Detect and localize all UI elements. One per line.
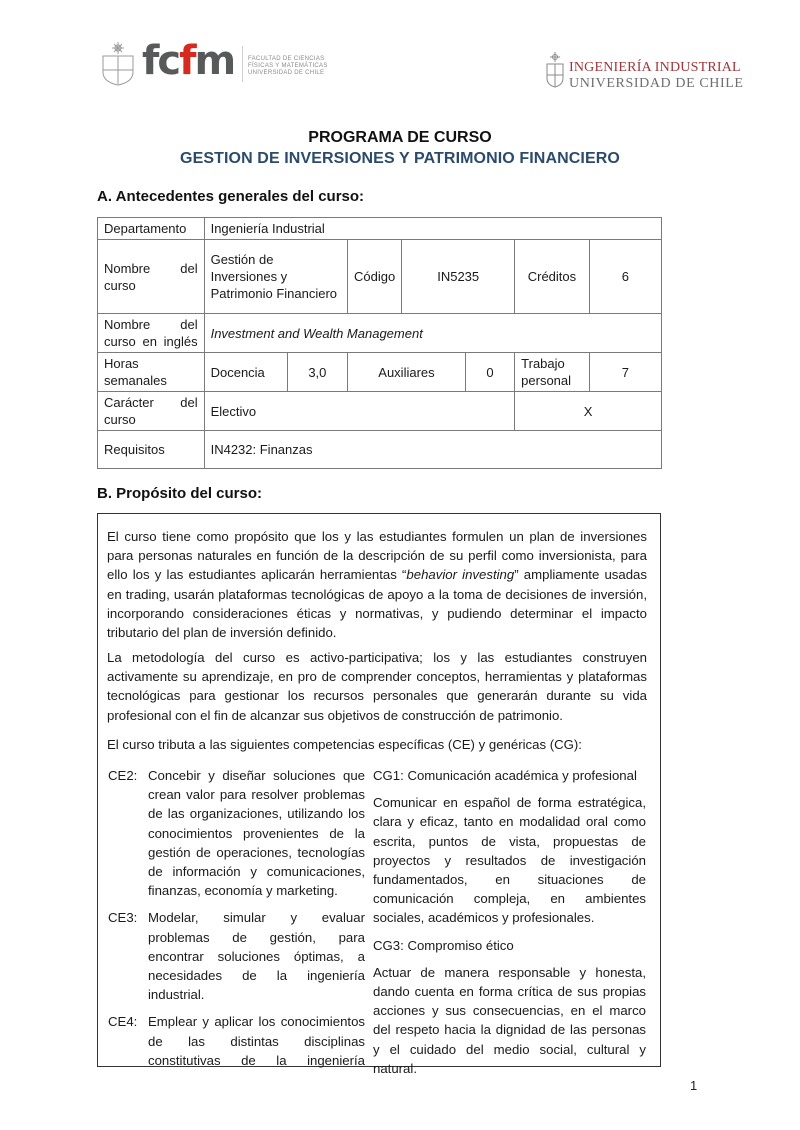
- codigo-label: Código: [348, 240, 402, 314]
- cg-text: Comunicar en español de forma estratégica, clara y eficaz, tanto en modalidad oral como escrita, puntos de vista, propuestas de proyectos y resultados de investigación fundamentados, en situaciones de comunicación compleja, en ambientes sociales, académicos y profesionales.: [373, 795, 646, 926]
- purpose-paragraph-3: El curso tributa a las siguientes competencias específicas (CE) y genéricas (CG):: [107, 737, 582, 752]
- requisitos-label: Requisitos: [98, 431, 205, 469]
- section-a-heading: A. Antecedentes generales del curso:: [97, 188, 365, 205]
- nombre-ingles-label: Nombre del curso en inglés: [98, 314, 205, 353]
- trabajo-personal-value: 7: [589, 353, 661, 392]
- creditos-value: 6: [589, 240, 661, 314]
- ce-code: CE2:: [108, 768, 138, 783]
- docencia-label: Docencia: [204, 353, 287, 392]
- departamento-value: Ingeniería Industrial: [204, 218, 661, 240]
- auxiliares-value: 0: [465, 353, 514, 392]
- nombre-curso-value: Gestión de Inversiones y Patrimonio Financiero: [204, 240, 347, 314]
- caracter-mark: X: [515, 392, 662, 431]
- codigo-value: IN5235: [402, 240, 515, 314]
- creditos-label: Créditos: [515, 240, 590, 314]
- university-shield-icon: [545, 52, 565, 88]
- docencia-value: 3,0: [287, 353, 347, 392]
- course-info-table: [97, 217, 662, 469]
- para1-text: ” ampliamente usadas en trading, usarán plataformas tecnológicas de apoyo a la toma de decisiones de inversión, incorporando consideraciones éticas y normativas, y pudiendo determinar el impacto tributario del plan de inversión definido.: [107, 567, 647, 641]
- trabajo-personal-label: Trabajo personal: [515, 353, 590, 392]
- purpose-paragraph-2: La metodología del curso es activo-participativa; los y las estudiantes construyen activamente su aprendizaje, en pro de comprender conceptos, herramientas y plataformas tecnológicas para gestionar los recursos personales que generarán durante su vida profesional con el fin de alcanzar sus objetivos de construcción de patrimonio.: [107, 650, 647, 723]
- ce-text: Emplear y aplicar los conocimientos de las distintas disciplinas constitutivas de la ingeniería: [148, 1014, 365, 1068]
- logo-divider: [242, 46, 243, 82]
- ce-code: CE3:: [108, 910, 138, 926]
- ii-logo-line2: UNIVERSIDAD DE CHILE: [569, 76, 744, 91]
- table-row: [98, 392, 662, 431]
- fcfm-subtitle-line: FACULTAD DE CIENCIAS: [248, 56, 325, 62]
- caracter-value: Electivo: [204, 392, 515, 431]
- cg-text: Actuar de manera responsable y honesta, dando cuenta en forma crítica de sus propias acciones y sus consecuencias, en el marco del respeto hacia la dignidad de las personas y el cuidado del medio social, cultural y natural.: [373, 964, 646, 1076]
- cg-title: CG3: Compromiso ético: [373, 937, 514, 953]
- ce-item: [108, 766, 365, 900]
- fcfm-wordmark: fcfm: [142, 38, 235, 84]
- ce-item: [108, 1012, 365, 1070]
- departamento-label: Departamento: [98, 218, 205, 240]
- fcfm-logo: [100, 36, 328, 96]
- ce-code: CE4:: [108, 1014, 138, 1030]
- table-row: [98, 218, 662, 240]
- fcfm-subtitle-line: FÍSICAS Y MATEMÁTICAS: [248, 63, 328, 69]
- ingenieria-industrial-logo: [545, 48, 744, 98]
- nombre-curso-label: Nombre del curso: [98, 240, 205, 314]
- ii-logo-line1: INGENIERÍA INDUSTRIAL: [569, 60, 741, 75]
- course-title: GESTION DE INVERSIONES Y PATRIMONIO FINANCIERO: [180, 150, 620, 167]
- table-row: [98, 353, 662, 392]
- purpose-paragraph-1: [107, 527, 647, 642]
- cg-title: CG1: Comunicación académica y profesional: [373, 768, 637, 783]
- document-title: PROGRAMA DE CURSO: [308, 129, 492, 146]
- para1-italic-term: behavior investing: [406, 567, 515, 583]
- cg-competencies-column: [373, 766, 646, 1086]
- ce-text: Concebir y diseñar soluciones que crean valor para resolver problemas de las organizaciones, utilizando los conocimientos provenientes de la gestión de operaciones, tecnologías de información y comunicaciones, finanzas, economía y marketing.: [148, 768, 365, 899]
- auxiliares-label: Auxiliares: [348, 353, 466, 392]
- caracter-label: Carácter del curso: [98, 392, 205, 431]
- horas-label: Horas semanales: [98, 353, 205, 392]
- table-row: [98, 431, 662, 469]
- fcfm-subtitle: [248, 56, 328, 77]
- para1-text: El curso tiene como propósito que los y las estudiantes formulen un plan de inversiones para personas naturales en función de la descripción de su perfil como inversionista, para ello los y las estudiantes aplicarán herramientas “: [107, 529, 647, 583]
- table-row: [98, 314, 662, 353]
- ce-text: Modelar, simular y evaluar problemas de gestión, para encontrar soluciones óptimas, a necesidades de la ingeniería industrial.: [148, 910, 365, 1003]
- section-b-heading: B. Propósito del curso:: [97, 485, 263, 502]
- nombre-ingles-value: Investment and Wealth Management: [204, 314, 661, 353]
- requisitos-value: IN4232: Finanzas: [204, 431, 661, 469]
- table-row: [98, 240, 662, 314]
- page-number: 1: [690, 1078, 698, 1093]
- ce-competencies-column: [108, 766, 365, 1078]
- university-shield-icon: [100, 42, 136, 86]
- fcfm-subtitle-line: UNIVERSIDAD DE CHILE: [248, 70, 325, 76]
- ce-item: [108, 908, 365, 1004]
